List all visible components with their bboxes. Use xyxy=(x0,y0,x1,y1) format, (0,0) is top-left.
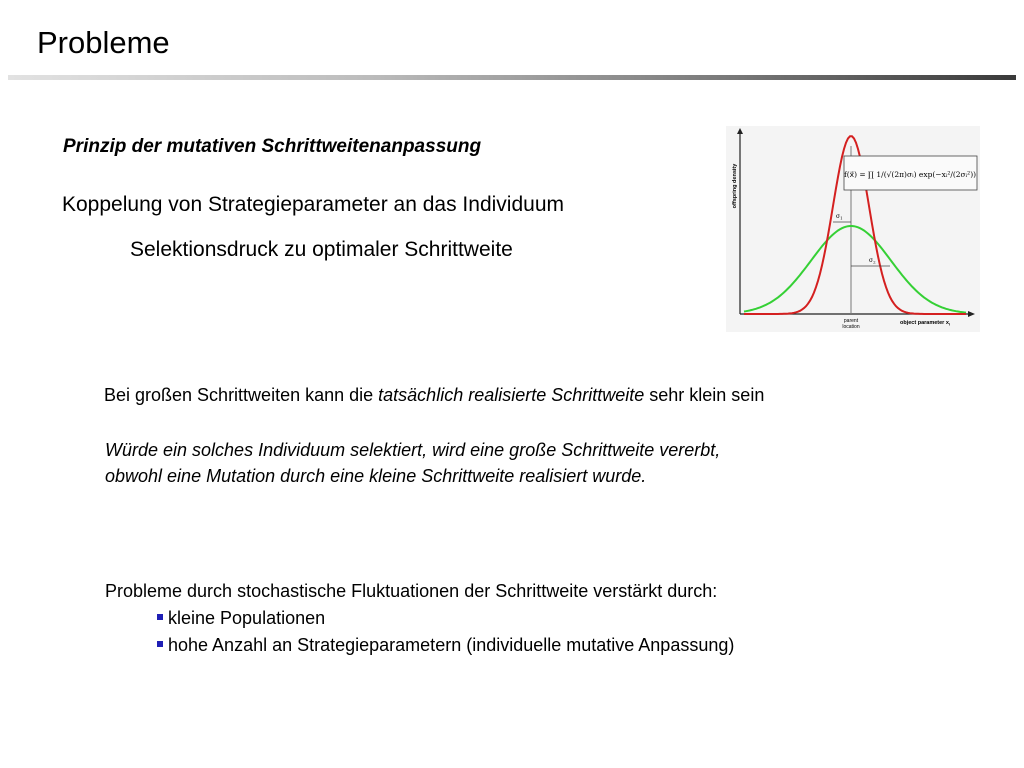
paragraph-large-steps xyxy=(104,382,764,408)
x-axis-label: object parameter $x_i$ xyxy=(900,320,951,327)
list-item-label: hohe Anzahl an Strategieparametern (individuelle mutative Anpassung) xyxy=(168,635,735,655)
formula-text: f(x⃗) = ∏ 1/(√(2π)σᵢ) exp(−xᵢ²/(2σᵢ²)) xyxy=(843,170,977,179)
statement-selection: Selektionsdruck zu optimaler Schrittweite xyxy=(130,238,513,261)
section-subtitle: Prinzip der mutativen Schrittweitenanpassung xyxy=(63,136,482,157)
paragraph-selection-consequence xyxy=(105,437,720,489)
statement-coupling: Koppelung von Strategieparameter an das Individuum xyxy=(62,193,564,216)
list-item xyxy=(157,605,325,631)
sigma2-label: $\sigma_2$ xyxy=(869,257,876,265)
density-plot xyxy=(726,126,980,332)
list-item xyxy=(157,632,734,658)
list-item-label: kleine Populationen xyxy=(168,608,326,628)
p2-line1: Würde ein solches Individuum selektiert, wird eine große Schrittweite vererbt, xyxy=(105,440,721,460)
sigma1-label: $\sigma_1$ xyxy=(836,213,843,221)
paragraph-fluctuation-problems: Probleme durch stochastische Fluktuationen der Schrittweite verstärkt durch: xyxy=(105,581,718,601)
p1-text-start: Bei großen Schrittweiten kann die xyxy=(104,385,379,405)
location-label: location xyxy=(842,324,860,330)
p1-italic-phrase: tatsächlich realisierte Schrittweite xyxy=(378,385,645,405)
p1-text-end: sehr klein sein xyxy=(644,385,765,405)
slide-title: Probleme xyxy=(37,25,170,60)
title-divider xyxy=(8,75,1016,80)
bullet-icon xyxy=(157,641,163,647)
bullet-icon xyxy=(157,614,163,620)
y-axis-label: offspring density xyxy=(732,163,738,209)
p2-line2: obwohl eine Mutation durch eine kleine Schrittweite realisiert wurde. xyxy=(105,466,647,486)
density-figure xyxy=(726,126,980,332)
parent-label: parent xyxy=(843,318,859,324)
